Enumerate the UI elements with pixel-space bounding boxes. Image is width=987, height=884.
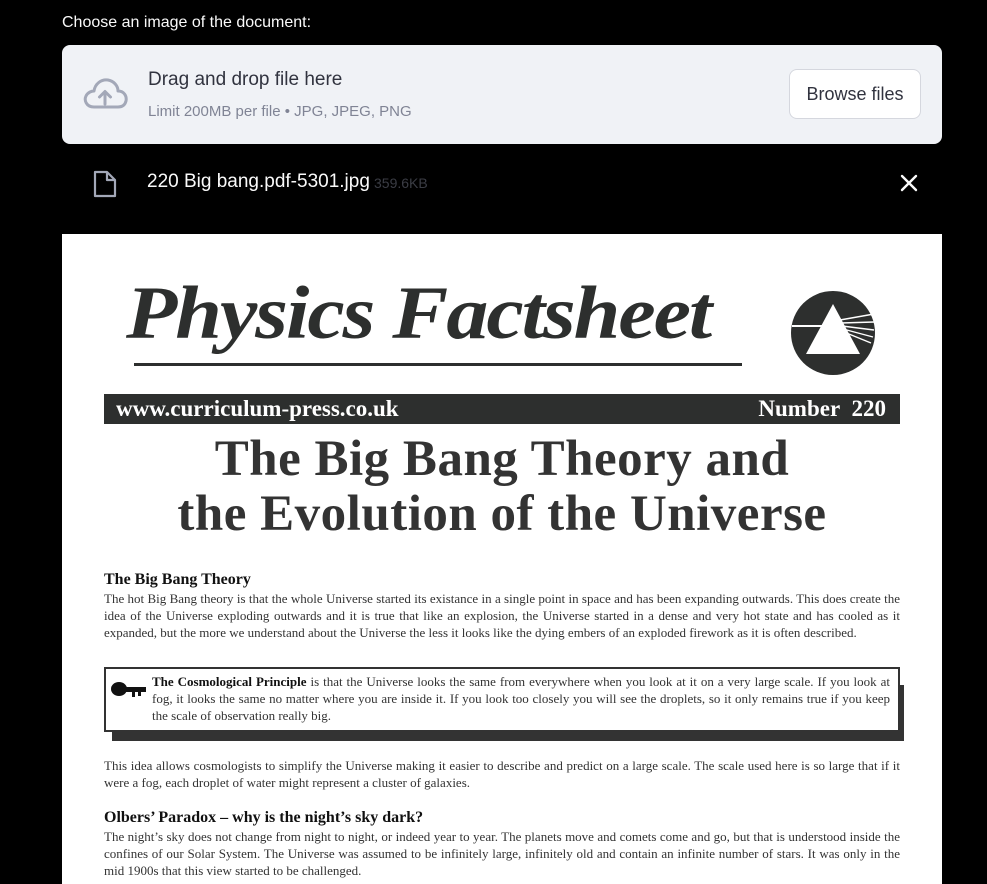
cloud-upload-icon — [82, 75, 128, 118]
file-icon — [92, 169, 118, 204]
prism-icon — [790, 290, 876, 381]
browse-files-button[interactable]: Browse files — [789, 69, 921, 119]
callout-body: is that the Universe looks the same from everywhere when you look at it on a very large scale. If you look at fog, it looks the same no matter where you are inside it. If you look too closely you will see the droplets, so it only remains true if you keep the scale of observation really big. — [152, 674, 890, 723]
callout-term: The Cosmological Principle — [152, 674, 307, 689]
uploaded-file-row — [62, 160, 942, 206]
masthead-underline — [134, 363, 742, 366]
section-heading-olbers: Olbers’ Paradox – why is the night’s sky dark? — [104, 809, 424, 826]
callout-text — [152, 673, 890, 724]
paragraph-cosmologists: This idea allows cosmologists to simplify the Universe making it easier to describe and predict on a large scale. The scale used here is so large that if it were a fog, each droplet of water might represent a cluster of galaxies. — [104, 758, 900, 790]
document-title — [62, 432, 942, 542]
title-line-1: The Big Bang Theory and — [214, 431, 790, 487]
publisher-url: www.curriculum-press.co.uk — [116, 396, 399, 421]
close-icon[interactable] — [900, 174, 918, 197]
file-dropzone[interactable] — [62, 45, 942, 144]
issue-number: Number 220 — [758, 396, 886, 421]
dropzone-limit: Limit 200MB per file • JPG, JPEG, PNG — [148, 103, 412, 120]
section-heading-big-bang: The Big Bang Theory — [104, 571, 251, 588]
title-line-2: the Evolution of the Universe — [177, 486, 827, 542]
document-preview — [62, 234, 942, 884]
file-size: 359.6KB — [374, 175, 428, 191]
file-name: 220 Big bang.pdf-5301.jpg — [147, 171, 370, 192]
dropzone-title: Drag and drop file here — [148, 69, 343, 90]
key-icon — [110, 679, 148, 706]
callout-box — [104, 667, 900, 732]
header-banner — [104, 394, 900, 424]
section-body-olbers: The night’s sky does not change from night to night, or indeed year to year. The planets move and comets come and go, but that is understood inside the confines of our Solar System. The Universe was assumed to be infinitely large, infinitely old and contain an infinite number of stars. It was only in the mid 1900s that this view started to be challenged. — [104, 829, 900, 878]
masthead: Physics Factsheet — [126, 271, 711, 356]
section-body-big-bang: The hot Big Bang theory is that the whole Universe started its existance in a single point in space and has been expanding outwards. This does create the idea of the Universe exploding outwards and it is true that like an explosion, the Universe started in a dense and very hot state and has cooled as it expanded, but the more we understand about the Universe the less it looks like the dying embers of an exploded firework as it is often described. — [104, 591, 900, 640]
upload-label: Choose an image of the document: — [62, 14, 312, 31]
